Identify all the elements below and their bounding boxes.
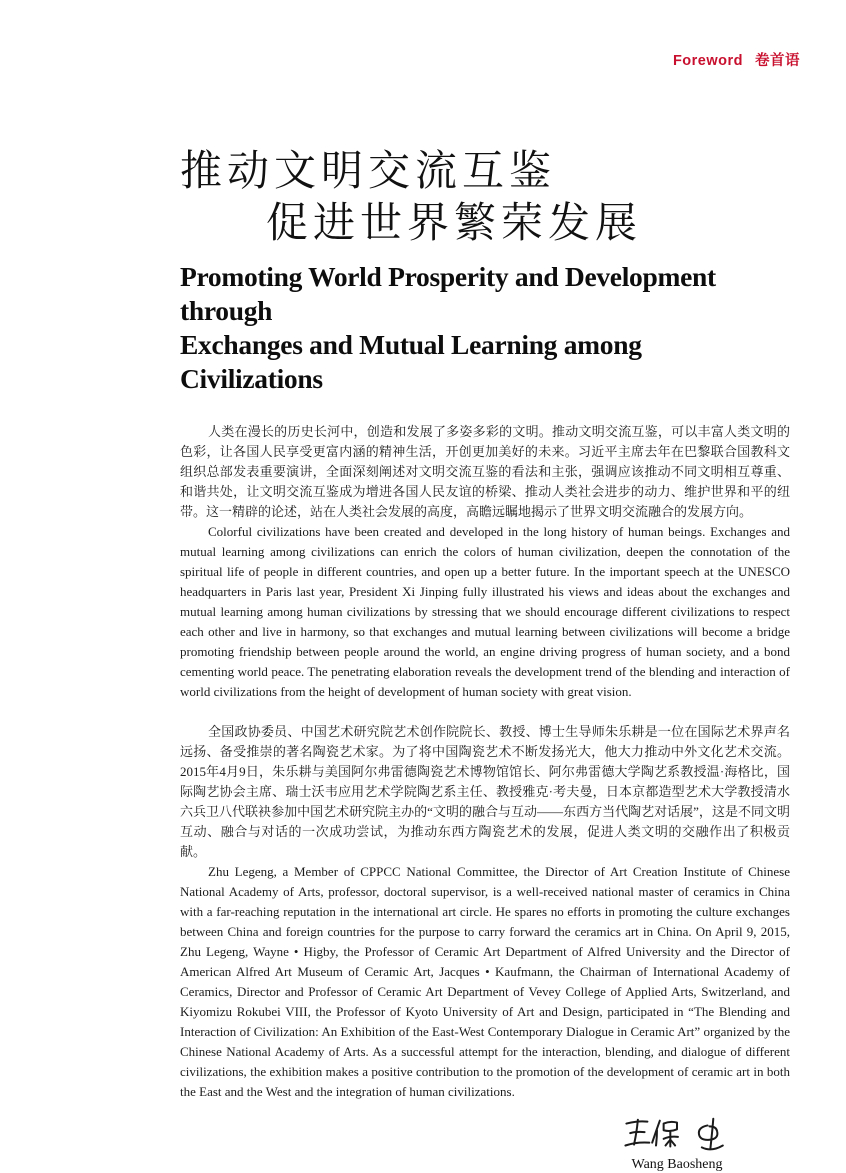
signature-block	[612, 1114, 742, 1173]
body-text	[180, 422, 790, 1102]
foreword-label-en: Foreword	[672, 53, 743, 69]
english-title-line-2: Exchanges and Mutual Learning among Civilizations	[180, 329, 642, 394]
signature-handwriting-icon	[621, 1114, 733, 1156]
chinese-title-line-1: 推动文明交流互鉴	[180, 149, 557, 195]
paragraph-chinese-1: 人类在漫长的历史长河中，创造和发展了多姿多彩的文明。推动文明交流互鉴，可以丰富人类文明的色彩，让各国人民享受更富内涵的精神生活，开创更加美好的未来。习近平主席去年在巴黎联合国教科文组织总部发表重要演讲，全面深刻阐述对文明交流互鉴的看法和主张，强调应该推动不同文明相互尊重、和谐共处，让文明交流互鉴成为增进各国人民友谊的桥梁、推动人类社会进步的动力、维护世界和平的纽带。这一精辟的论述，站在人类社会发展的高度，高瞻远瞩地揭示了世界文明交流融合的发展方向。	[180, 424, 790, 519]
signature-name: Wang Baosheng	[631, 1157, 723, 1172]
foreword-label-cn: 卷首语	[755, 53, 800, 69]
chinese-title-line-2: 促进世界繁荣发展	[266, 201, 643, 247]
english-title-line-1: Promoting World Prosperity and Development through	[180, 261, 716, 326]
paragraph-english-1: Colorful civilizations have been created and developed in the long history of human beings. Exchanges and mutual learning among civilizations can enrich the colors of human civilization, deepen the connotation of the spiritual life of people in different countries, and open up a better future. In the important speech at the UNESCO headquarters in Paris last year, President Xi Jinping fully illustrated his views and ideas about the exchanges and mutual learning among human civilizations by stressing that we should encourage different civilizations to respect each other and live in harmony, so that exchanges and mutual learning between civilizations will become a bridge promoting friendship between people around the world, an engine driving progress of human society, and a bond cementing world peace. The penetrating elaboration reveals the development trend of the blending and interaction of world civilizations from the height of development of human society with great vision.	[180, 524, 790, 699]
paragraph-english-2: Zhu Legeng, a Member of CPPCC National Committee, the Director of Art Creation Institute of Chinese National Academy of Arts, professor, doctoral supervisor, is a well-received national master of ceramics in China with a far-reaching reputation in the international art circle. He spares no efforts in promoting the culture exchanges between China and foreign countries for the purpose to carry forward the ceramics art in China. On April 9, 2015, Zhu Legeng, Wayne • Higby, the Professor of Ceramic Art Department of Alfred University and the Director of American Alfred Art Museum of Ceramic Art, Jacques • Kaufmann, the Chairman of International Academy of Ceramics, Director and Professor of Ceramic Art Department of Vevey College of Applied Arts, Switzerland, and Kiyomizu Rokubei VIII, the Professor of Kyoto University of Art and Design, participated in “The Blending and Interaction of Civilization: An Exhibition of the East-West Contemporary Dialogue in Ceramic Art” organized by the Chinese National Academy of Arts. As a successful attempt for the interaction, blending, and dialogue of different civilizations, the exhibition makes a positive contribution to the promotion of the development of ceramic art in both the East and the West and the integration of human civilizations.	[180, 864, 790, 1099]
chinese-title	[180, 146, 790, 250]
foreword-header-label	[673, 49, 800, 70]
paragraph-chinese-2: 全国政协委员、中国艺术研究院艺术创作院院长、教授、博士生导师朱乐耕是一位在国际艺术界声名远扬、备受推崇的著名陶瓷艺术家。为了将中国陶瓷艺术不断发扬光大，他大力推动中外文化艺术交流。2015年4月9日，朱乐耕与美国阿尔弗雷德陶瓷艺术博物馆馆长、阿尔弗雷德大学陶艺系教授温·海格比，国际陶艺协会主席、瑞士沃韦应用艺术学院陶艺系主任、教授雅克·考夫曼，日本京都造型艺术大学教授清水六兵卫八代联袂参加中国艺术研究院主办的“文明的融合与互动——东西方当代陶艺对话展”，这是不同文明互动、融合与对话的一次成功尝试，为推动东西方陶瓷艺术的发展，促进人类文明的交融作出了积极贡献。	[180, 724, 790, 859]
english-title	[180, 260, 790, 396]
